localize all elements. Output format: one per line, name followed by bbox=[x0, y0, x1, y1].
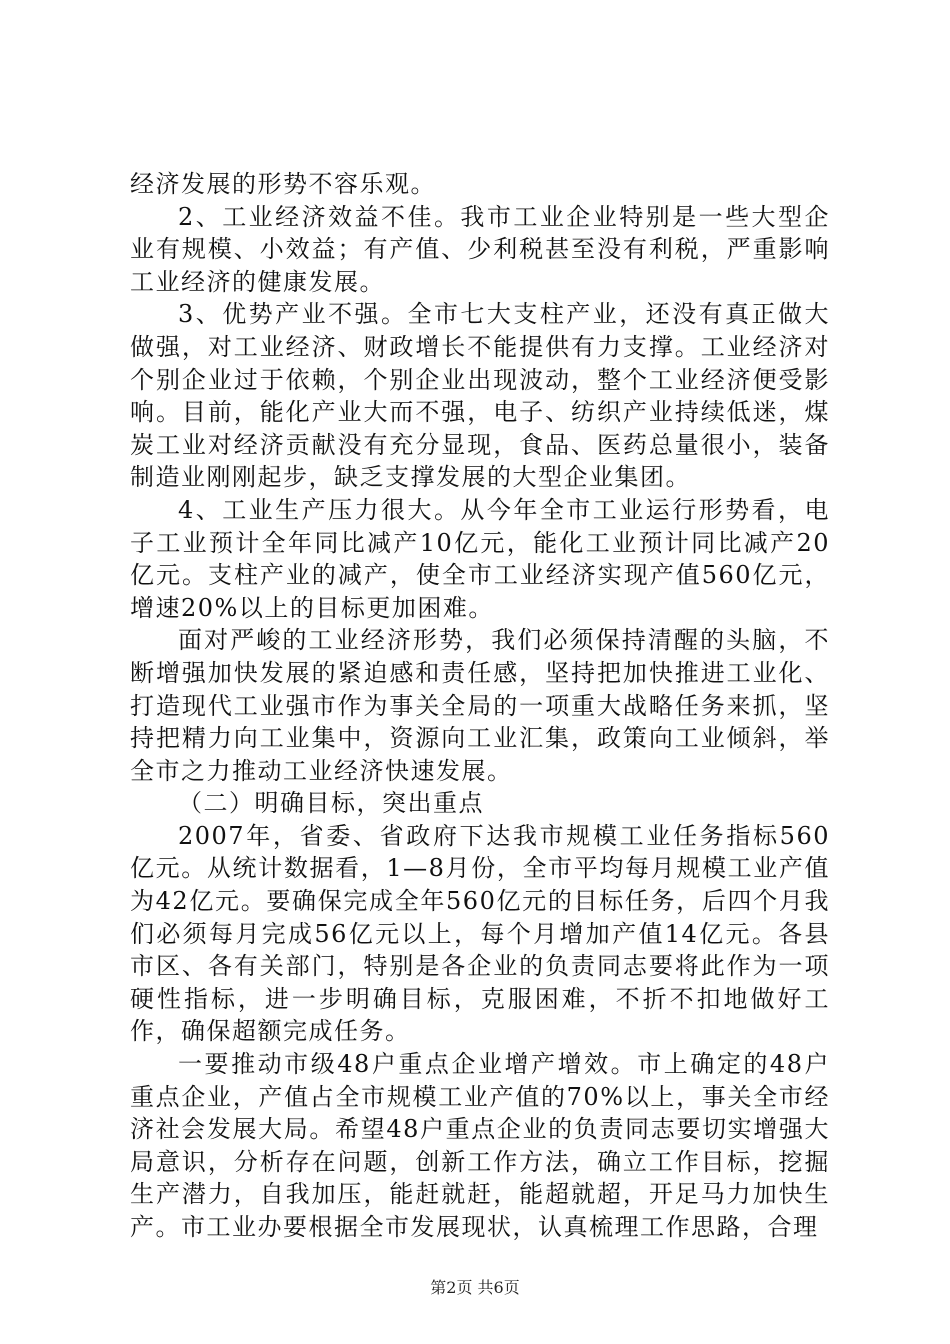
paragraph-point-2: 2、工业经济效益不佳。我市工业企业特别是一些大型企业有规模、小效益；有产值、少利税甚至没有利税，严重影响工业经济的健康发展。 bbox=[130, 202, 830, 296]
page-footer bbox=[0, 1278, 950, 1298]
paragraph-summary: 面对严峻的工业经济形势，我们必须保持清醒的头脑，不断增强加快发展的紧迫感和责任感，坚持把加快推进工业化、打造现代工业强市作为事关全局的一项重大战略任务来抓，坚持把精力向工业集中，资源向工业汇集，政策向工业倾斜，举全市之力推动工业经济快速发展。 bbox=[130, 626, 830, 785]
page-number-label: 第2页 共6页 bbox=[430, 1278, 520, 1297]
paragraph-point-3: 3、优势产业不强。全市七大支柱产业，还没有真正做大做强，对工业经济、财政增长不能提供有力支撑。工业经济对个别企业过于依赖，个别企业出现波动，整个工业经济便受影响。目前，能化产业大而不强，电子、纺织产业持续低迷，煤炭工业对经济贡献没有充分显现，食品、医药总量很小，装备制造业刚刚起步，缺乏支撑发展的大型企业集团。 bbox=[130, 300, 830, 492]
paragraph-intro: 经济发展的形势不容乐观。 bbox=[130, 170, 436, 198]
section-heading: （二）明确目标，突出重点 bbox=[178, 789, 484, 818]
paragraph-point-4: 4、工业生产压力很大。从今年全市工业运行形势看，电子工业预计全年同比减产10亿元，能化工业预计同比减产20亿元。支柱产业的减产，使全市工业经济实现产值560亿元，增速20%以上的目标更加困难。 bbox=[130, 495, 830, 622]
paragraph-key-enterprises: 一要推动市级48户重点企业增产增效。市上确定的48户重点企业，产值占全市规模工业产值的70%以上，事关全市经济社会发展大局。希望48户重点企业的负责同志要切实增强大局意识，分析存在问题，创新工作方法，确立工作目标，挖掘生产潜力，自我加压，能赶就赶，能超就超，开足马力加快生产。市工业办要根据全市发展现状，认真梳理工作思路，合理 bbox=[130, 1050, 830, 1241]
document-body bbox=[130, 168, 830, 1244]
paragraph-targets: 2007年，省委、省政府下达我市规模工业任务指标560亿元。从统计数据看，1—8月份，全市平均每月规模工业产值为42亿元。要确保完成全年560亿元的目标任务，后四个月我们必须每月完成56亿元以上，每个月增加产值14亿元。各县市区、各有关部门，特别是各企业的负责同志要将此作为一项硬性指标，进一步明确目标，克服困难，不折不扣地做好工作，确保超额完成任务。 bbox=[130, 821, 830, 1046]
